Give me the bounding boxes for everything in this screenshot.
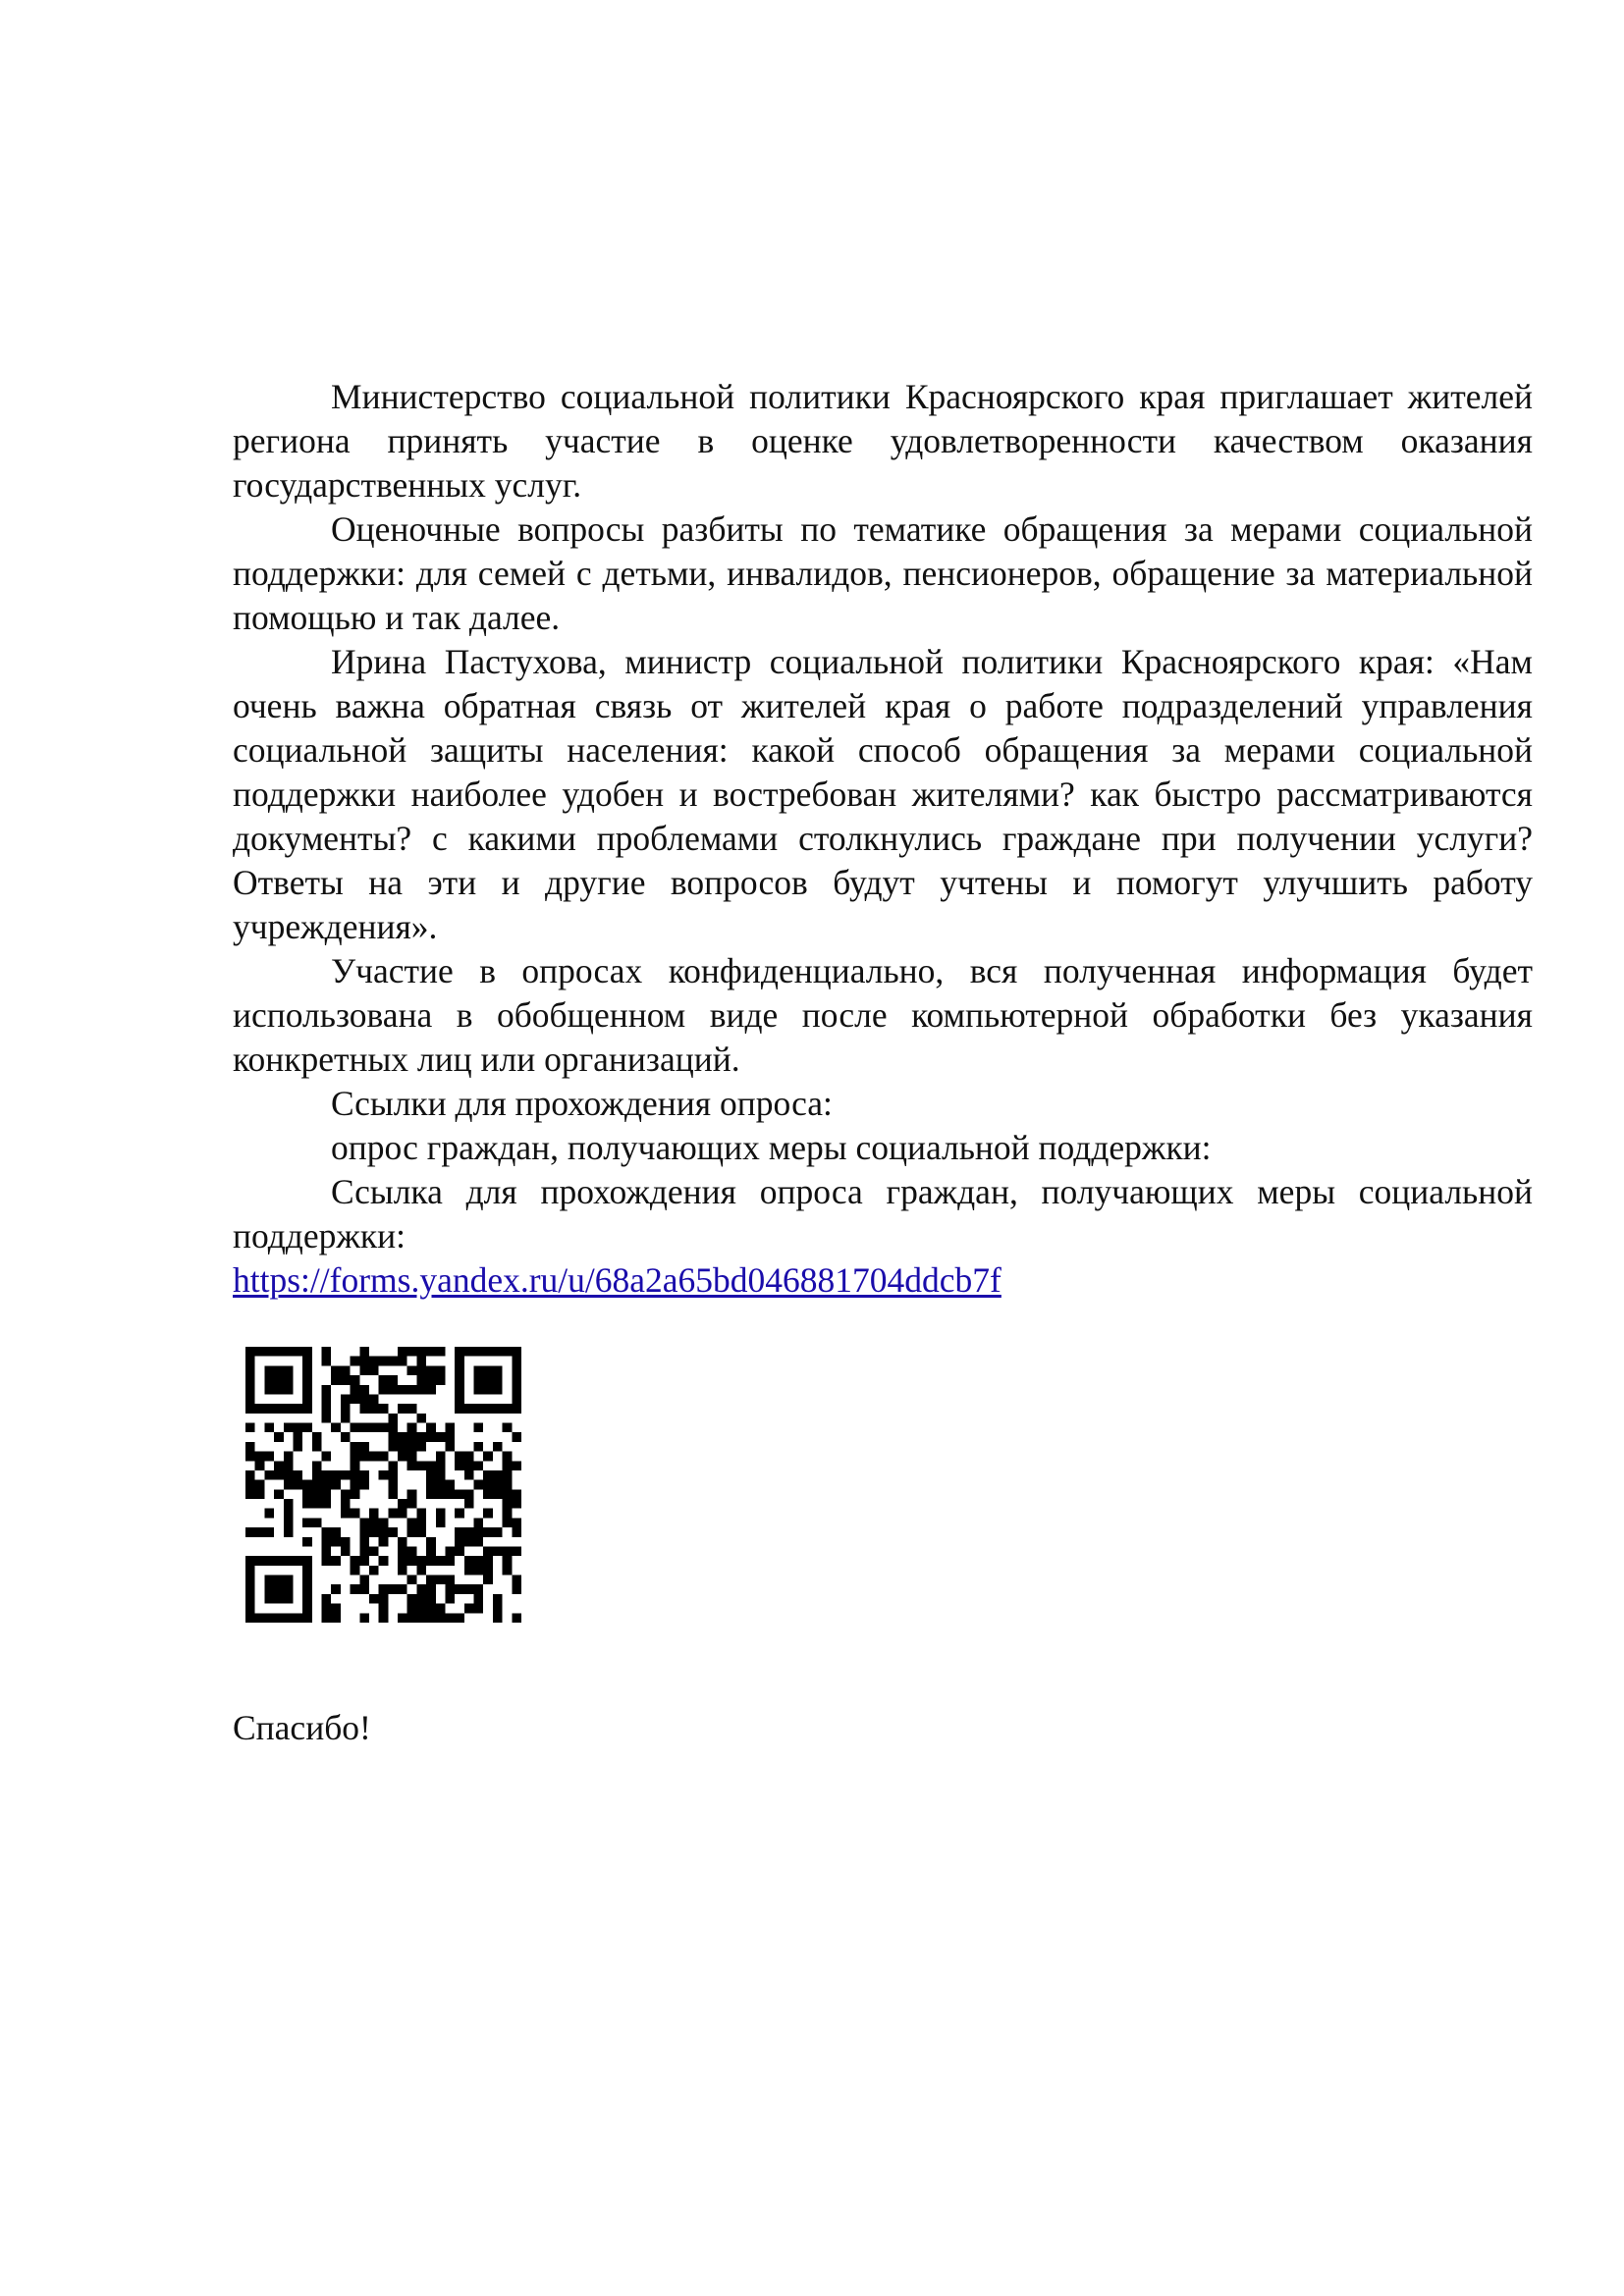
paragraph-minister-quote: Ирина Пастухова, министр социальной политики Красноярского края: «Нам очень важна обратная связь от жителей края о работе подразделений управления социальной защиты населения: какой способ обращения за мерами социальной поддержки наиболее удобен и востребован жителями? как быстро рассматриваются документы? с какими проблемами столкнулись граждане при получении услуги? Ответы на эти и другие вопросов будут учтены и помогут улучшить работу учреждения». [233,642,1533,946]
paragraph-links-heading: Ссылки для прохождения опроса: [331,1084,833,1123]
paragraph-survey-link-label: Ссылка для прохождения опроса граждан, получающих меры социальной поддержки: [233,1172,1533,1255]
paragraph-confidentiality: Участие в опросах конфиденциально, вся полученная информация будет использована в обобщенном виде после компьютерной обработки без указания конкретных лиц или организаций. [233,951,1533,1079]
paragraph-invitation: Министерство социальной политики Красноярского края приглашает жителей региона принять участие в оценке удовлетворенности качеством оказания государственных услуг. [233,377,1533,505]
document-body [233,375,1533,1303]
paragraph-survey-label: опрос граждан, получающих меры социальной поддержки: [331,1128,1212,1167]
paragraph-topics: Оценочные вопросы разбиты по тематике обращения за мерами социальной поддержки: для семей с детьми, инвалидов, пенсионеров, обращение за материальной помощью и так далее. [233,509,1533,637]
closing-text: Спасибо! [233,1708,371,1747]
survey-link-line [233,1258,1533,1303]
survey-link[interactable]: https://forms.yandex.ru/u/68a2a65bd046881704ddcb7f [233,1260,1001,1300]
qr-code-icon[interactable] [245,1347,521,1623]
